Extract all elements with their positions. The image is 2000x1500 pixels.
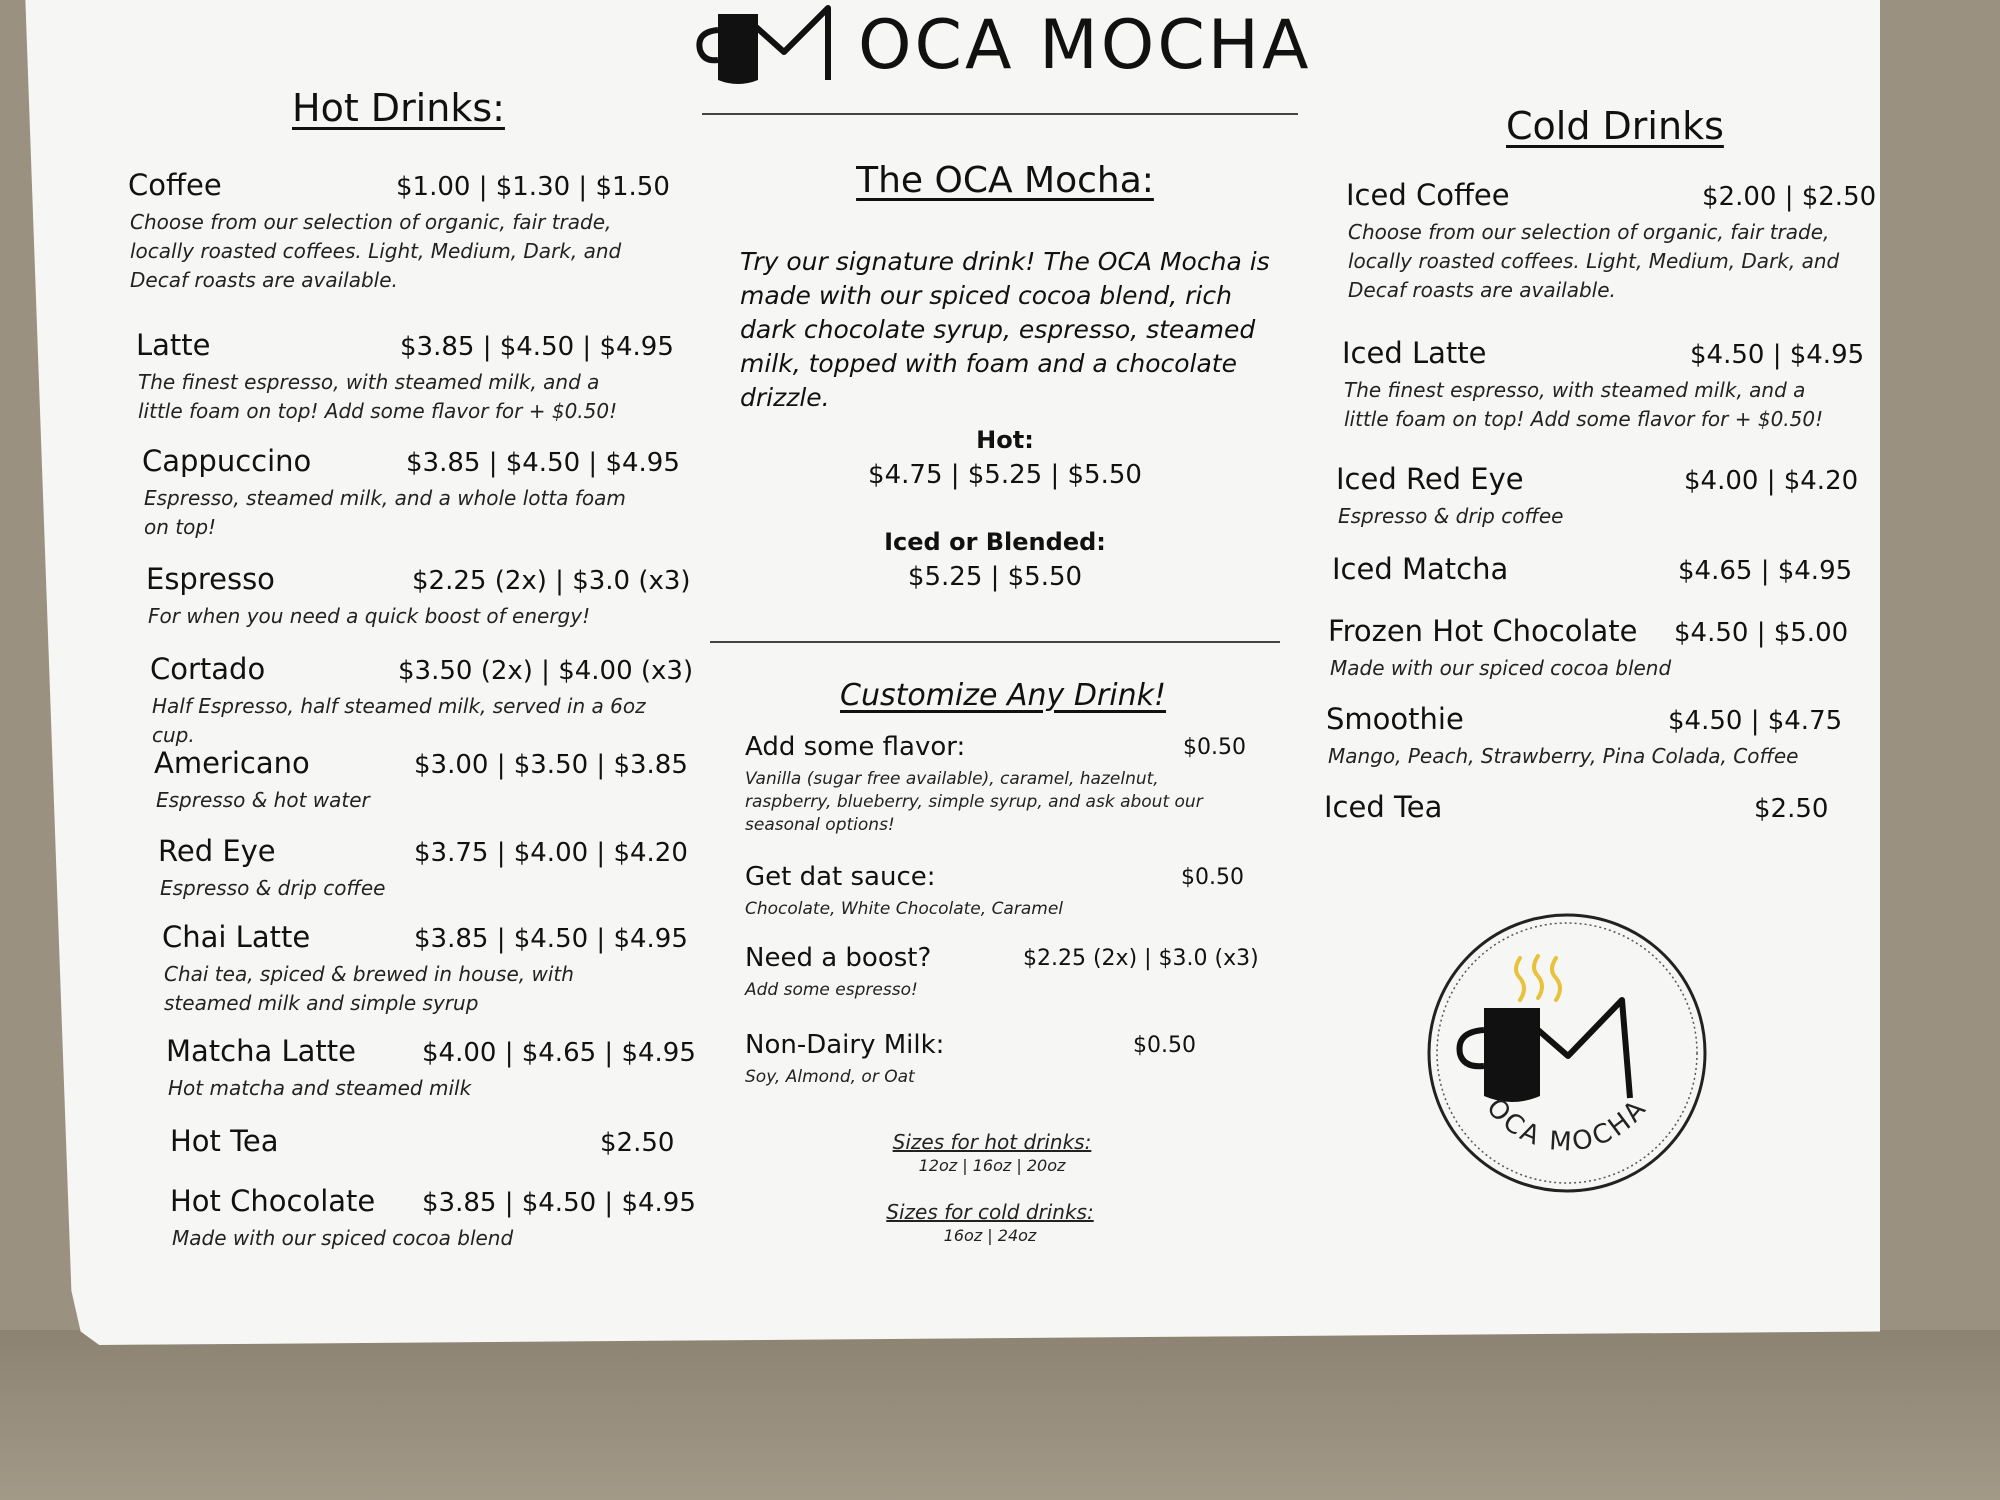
signature-hot-price: $4.75 | $5.25 | $5.50 xyxy=(868,460,1142,490)
cold-drinks-title: Cold Drinks xyxy=(1506,104,1724,148)
signature-iced-price: $5.25 | $5.50 xyxy=(907,562,1083,592)
center-divider xyxy=(710,641,1280,643)
steam-icon xyxy=(1516,956,1560,1000)
mug-icon xyxy=(1460,1000,1631,1102)
signature-header xyxy=(740,160,1270,201)
mug-logo-icon xyxy=(688,0,848,90)
wall-background xyxy=(0,1330,2000,1500)
sizes-cold-title: Sizes for cold drinks: xyxy=(886,1200,1094,1224)
hot-drinks-title: Hot Drinks: xyxy=(292,86,505,130)
sizes-hot-title: Sizes for hot drinks: xyxy=(892,1130,1092,1154)
signature-iced-label: Iced or Blended: xyxy=(884,528,1106,556)
sizes-cold xyxy=(840,1200,1140,1245)
sizes-cold-values: 16oz | 24oz xyxy=(943,1226,1037,1245)
brand-name: OCA MOCHA xyxy=(858,6,1312,85)
header-divider xyxy=(702,113,1298,115)
customize-title: Customize Any Drink! xyxy=(840,678,1167,713)
svg-text:OCA MOCHA xyxy=(1480,1093,1653,1158)
brand-header xyxy=(688,0,1328,90)
signature-title: The OCA Mocha: xyxy=(856,160,1154,201)
signature-hot-pricing xyxy=(740,426,1270,490)
signature-description: Try our signature drink! The OCA Mocha is made with our spiced cocoa blend, rich dark chocolate syrup, espresso, steamed milk, topped with foam and a chocolate drizzle. xyxy=(740,247,1270,412)
signature-hot-label: Hot: xyxy=(976,426,1034,454)
sizes-hot xyxy=(842,1130,1142,1175)
seal-text: OCA MOCHA xyxy=(1480,1092,1654,1158)
oca-mocha-seal-logo xyxy=(1422,908,1712,1202)
signature-iced-pricing xyxy=(730,528,1260,592)
sizes-hot-values: 12oz | 16oz | 20oz xyxy=(918,1156,1066,1175)
